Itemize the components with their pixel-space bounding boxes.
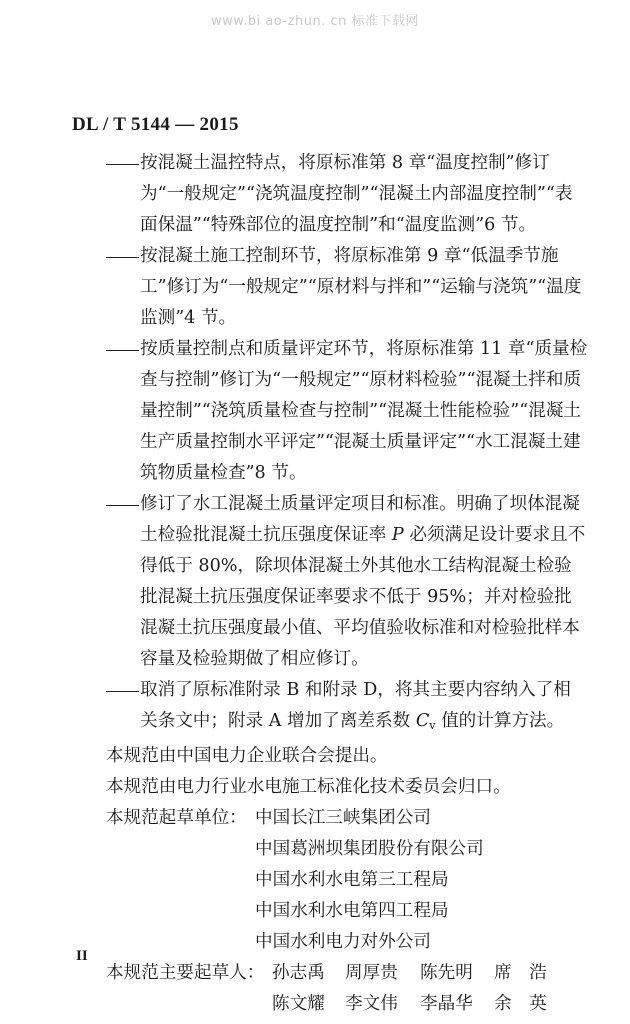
list-item xyxy=(140,334,588,489)
item-text: 按混凝土施工控制环节，将原标准第 9 章“低温季节施工”修订为“一般规定”“原材料与拌和”“运输与浇筑”“温度监测”4 节。 xyxy=(140,246,582,328)
drafter-name: 陈先明 xyxy=(420,963,473,983)
list-item xyxy=(140,489,588,675)
drafter-name: 周厚贵 xyxy=(345,963,398,983)
watermark: www.bi ao-zhun. cn 标准下载网 xyxy=(210,14,419,29)
drafting-unit: 中国水利电力对外公司 xyxy=(255,932,431,952)
variable-c: C xyxy=(415,711,430,731)
dash-marker xyxy=(105,241,140,272)
item-text: 按混凝土温控特点，将原标准第 8 章“温度控制”修订为“一般规定”“浇筑温度控制”“混凝土内部温度控制”“表面保温”“特殊部位的温度控制”和“温度监测”6 节。 xyxy=(140,153,573,235)
dash-marker xyxy=(105,334,140,365)
drafting-unit: 中国水利水电第四工程局 xyxy=(255,901,449,921)
page-content xyxy=(0,148,630,1020)
drafter-name: 孙志禹 xyxy=(272,963,325,983)
item-text: 按质量控制点和质量评定环节，将原标准第 11 章“质量检查与控制”修订为“一般规定”“原材料检验”“混凝土拌和质量控制”“浇筑质量检查与控制”“混凝土性能检验”“混凝土生产质量控制水平评定”“混凝土质量评定”“水工混凝土建筑物质量检查”8 节。 xyxy=(140,339,588,483)
drafter-name: 席 浩 xyxy=(494,963,547,983)
variable-p: P xyxy=(391,525,404,545)
dash-marker xyxy=(105,148,140,179)
dash-marker xyxy=(105,675,140,706)
item-text: 必须满足设计要求且不得低于 80%，除坝体混凝土外其他水工结构混凝土检验批混凝土抗压强度保证率要求不低于 95%；并对检验批混凝土抗压强度最小值、平均值验收标准和对检验批样本容量及检验期做了相应修订。 xyxy=(140,525,586,669)
item-text: 修订了水工混凝土质量评定项目和标准。明确了坝体混凝土检验批混凝土抗压强度保证率 xyxy=(140,494,580,545)
item-text: 取消了原标准附录 B 和附录 D，将其主要内容纳入了相关条文中；附录 A 增加了离差系数 xyxy=(140,680,571,731)
list-item xyxy=(140,148,588,241)
drafting-units-label: 本规范起草单位： xyxy=(106,808,247,828)
proposed-by: 本规范由中国电力企业联合会提出。 xyxy=(106,746,388,766)
drafter-name: 李文伟 xyxy=(345,994,398,1014)
drafter-name: 余 英 xyxy=(494,994,547,1014)
document-number: DL / T 5144 — 2015 xyxy=(72,114,239,135)
managed-by: 本规范由电力行业水电施工标准化技术委员会归口。 xyxy=(106,777,511,797)
drafters-label: 本规范主要起草人： xyxy=(106,963,265,983)
dash-marker xyxy=(105,489,140,520)
drafter-name: 陈文耀 xyxy=(272,994,325,1014)
item-text: 值的计算方法。 xyxy=(435,711,565,731)
drafting-unit: 中国长江三峡集团公司 xyxy=(255,808,431,828)
drafting-units xyxy=(0,803,630,958)
main-drafters xyxy=(0,958,630,1020)
drafting-unit: 中国水利水电第三工程局 xyxy=(255,870,449,890)
page-number: II xyxy=(76,948,88,964)
list-item xyxy=(140,241,588,334)
drafting-unit: 中国葛洲坝集团股份有限公司 xyxy=(255,839,484,859)
variable-subscript: v xyxy=(429,719,436,732)
list-item xyxy=(140,675,588,741)
drafter-name: 李晶华 xyxy=(420,994,473,1014)
